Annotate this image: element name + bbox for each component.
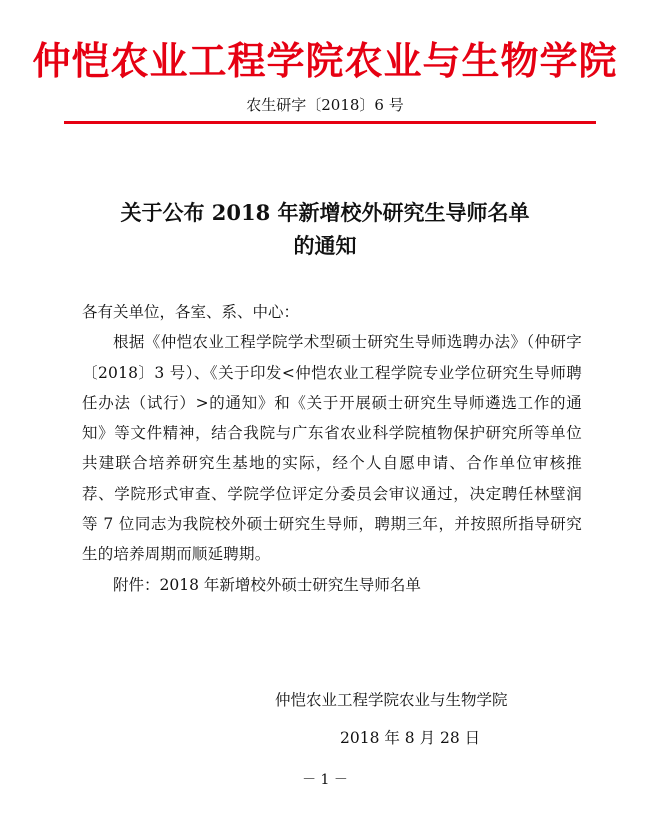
- notice-title-line-1: 关于公布 2018 年新增校外研究生导师名单: [120, 200, 530, 225]
- signature-organization: 仲恺农业工程学院农业与生物学院: [275, 691, 508, 709]
- salutation: 各有关单位，各室、系、中心：: [82, 303, 300, 321]
- main-paragraph: 根据《仲恺农业工程学院学术型硕士研究生导师选聘办法》（仲研字〔2018〕3 号）、《关于印发<仲恺农业工程学院专业学位研究生导师聘任办法（试行）>的通知》和《关于开展硕士研究生导师遴选工作的通知》等文件精神，结合我院与广东省农业科学院植物保护研究所等单位共建联合培养研究生基地的实际，经个人自愿申请、合作单位审核推荐、学院形式审查、学院学位评定分委员会审议通过，决定聘任林壁润等 7 位同志为我院校外硕士研究生导师，聘期三年，并按照所指导研究生的培养周期而顺延聘期。: [82, 333, 582, 564]
- notice-title: [60, 196, 590, 262]
- attachment-line: 附件：2018 年新增校外硕士研究生导师名单: [113, 575, 421, 594]
- masthead-title: 仲恺农业工程学院农业与生物学院: [32, 38, 618, 83]
- document-number: 农生研字〔2018〕6 号: [246, 96, 404, 114]
- notice-body: [82, 297, 582, 600]
- issue-date: 2018 年 8 月 28 日: [340, 729, 481, 747]
- notice-title-line-2: 的通知: [293, 233, 357, 258]
- red-divider-line: [64, 121, 596, 124]
- page-number: － 1 －: [302, 772, 348, 788]
